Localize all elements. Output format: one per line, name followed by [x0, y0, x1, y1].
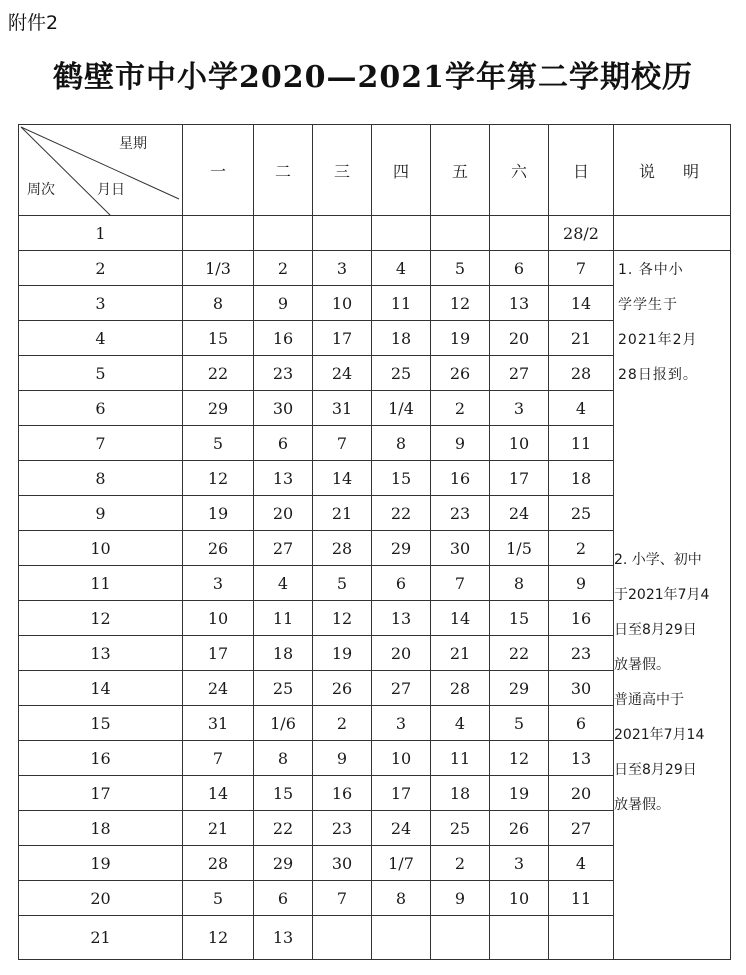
week-number: 16: [19, 741, 183, 776]
date-cell: 11: [372, 286, 431, 321]
date-cell: 24: [490, 496, 549, 531]
note-2: [614, 543, 709, 823]
day-header-mon: 一: [183, 125, 254, 216]
date-cell: 4: [549, 391, 614, 426]
note-1: [618, 253, 698, 393]
date-cell: 3: [183, 566, 254, 601]
corner-week-label: 周次: [27, 182, 55, 198]
date-cell: 6: [254, 426, 313, 461]
date-cell: 10: [490, 426, 549, 461]
date-cell: 5: [313, 566, 372, 601]
date-cell: 21: [549, 321, 614, 356]
date-cell: 4: [254, 566, 313, 601]
date-cell: 9: [254, 286, 313, 321]
attachment-label: 附件2: [8, 12, 59, 34]
date-cell: 18: [372, 321, 431, 356]
date-cell: 23: [431, 496, 490, 531]
date-cell: 30: [431, 531, 490, 566]
date-cell: 7: [431, 566, 490, 601]
date-cell: 13: [254, 461, 313, 496]
date-cell: 15: [254, 776, 313, 811]
date-cell: 13: [254, 916, 313, 960]
date-cell: 9: [549, 566, 614, 601]
day-header-thu: 四: [372, 125, 431, 216]
date-cell: 14: [431, 601, 490, 636]
date-cell: [490, 916, 549, 960]
date-cell: [431, 916, 490, 960]
date-cell: 17: [183, 636, 254, 671]
date-cell: 16: [254, 321, 313, 356]
date-cell: 11: [549, 881, 614, 916]
date-cell: 20: [490, 321, 549, 356]
date-cell: 30: [254, 391, 313, 426]
date-cell: 11: [549, 426, 614, 461]
date-cell: 4: [372, 251, 431, 286]
date-cell: 26: [313, 671, 372, 706]
date-cell: 7: [313, 881, 372, 916]
date-cell: 2: [549, 531, 614, 566]
date-cell: [431, 216, 490, 251]
date-cell: 29: [372, 531, 431, 566]
date-cell: 30: [549, 671, 614, 706]
date-cell: 1/5: [490, 531, 549, 566]
note-line: 日至8月29日: [614, 762, 697, 778]
corner-cell: [19, 125, 183, 216]
date-cell: 24: [313, 356, 372, 391]
date-cell: 18: [549, 461, 614, 496]
date-cell: 6: [254, 881, 313, 916]
date-cell: 25: [549, 496, 614, 531]
date-cell: 12: [183, 461, 254, 496]
date-cell: 28: [549, 356, 614, 391]
notes-header: 说 明: [614, 125, 731, 216]
week-number: 17: [19, 776, 183, 811]
date-cell: 4: [549, 846, 614, 881]
date-cell: 30: [313, 846, 372, 881]
date-cell: 1/7: [372, 846, 431, 881]
day-header-tue: 二: [254, 125, 313, 216]
page-title: 鹤壁市中小学2020—2021学年第二学期校历: [53, 60, 693, 95]
week-number: 1: [19, 216, 183, 251]
date-cell: 22: [372, 496, 431, 531]
date-cell: 14: [183, 776, 254, 811]
week-number: 11: [19, 566, 183, 601]
date-cell: 1/3: [183, 251, 254, 286]
date-cell: 15: [490, 601, 549, 636]
week-number: 19: [19, 846, 183, 881]
date-cell: 19: [183, 496, 254, 531]
date-cell: 2: [313, 706, 372, 741]
week-number: 9: [19, 496, 183, 531]
date-cell: 16: [431, 461, 490, 496]
date-cell: 17: [490, 461, 549, 496]
table-row: [19, 216, 731, 251]
day-header-wed: 三: [313, 125, 372, 216]
date-cell: 26: [183, 531, 254, 566]
date-cell: 28: [183, 846, 254, 881]
date-cell: 27: [549, 811, 614, 846]
week-number: 6: [19, 391, 183, 426]
date-cell: 8: [490, 566, 549, 601]
date-cell: 15: [372, 461, 431, 496]
date-cell: 7: [183, 741, 254, 776]
date-cell: 25: [372, 356, 431, 391]
header-row: [19, 125, 731, 216]
date-cell: 8: [372, 881, 431, 916]
date-cell: 21: [183, 811, 254, 846]
date-cell: 13: [372, 601, 431, 636]
date-cell: 19: [490, 776, 549, 811]
note-line: 28日报到。: [618, 367, 698, 383]
date-cell: 8: [183, 286, 254, 321]
date-cell: 2: [431, 391, 490, 426]
date-cell: 4: [431, 706, 490, 741]
date-cell: 12: [490, 741, 549, 776]
date-cell: 27: [490, 356, 549, 391]
note-line: 2021年7月14: [614, 727, 705, 743]
week-number: 4: [19, 321, 183, 356]
date-cell: 2: [254, 251, 313, 286]
week-number: 7: [19, 426, 183, 461]
date-cell: 17: [372, 776, 431, 811]
date-cell: 21: [313, 496, 372, 531]
date-cell: [313, 216, 372, 251]
date-cell: 3: [313, 251, 372, 286]
date-cell: 29: [183, 391, 254, 426]
corner-date-label: 月日: [97, 182, 125, 198]
date-cell: 28: [313, 531, 372, 566]
date-cell: 11: [431, 741, 490, 776]
date-cell: 23: [254, 356, 313, 391]
date-cell: 12: [313, 601, 372, 636]
week-number: 21: [19, 916, 183, 960]
date-cell: [549, 916, 614, 960]
corner-weekday-label: 星期: [119, 136, 147, 152]
note-line: 于2021年7月4: [614, 587, 710, 603]
date-cell: 7: [549, 251, 614, 286]
date-cell: [254, 216, 313, 251]
date-cell: [313, 916, 372, 960]
day-header-sat: 六: [490, 125, 549, 216]
note-line: 2. 小学、初中: [614, 552, 702, 568]
note-line: 放暑假。: [614, 797, 670, 813]
date-cell: 16: [313, 776, 372, 811]
date-cell: 20: [549, 776, 614, 811]
notes-cell: [614, 251, 731, 960]
note-line: 2021年2月: [618, 332, 698, 348]
date-cell: 9: [313, 741, 372, 776]
date-cell: 26: [490, 811, 549, 846]
date-cell: 25: [431, 811, 490, 846]
date-cell: 6: [549, 706, 614, 741]
day-header-sun: 日: [549, 125, 614, 216]
date-cell: 29: [254, 846, 313, 881]
date-cell: 22: [254, 811, 313, 846]
date-cell: 1/4: [372, 391, 431, 426]
week-number: 3: [19, 286, 183, 321]
date-cell: 15: [183, 321, 254, 356]
date-cell: 7: [313, 426, 372, 461]
week-number: 2: [19, 251, 183, 286]
date-cell: 26: [431, 356, 490, 391]
date-cell: 27: [254, 531, 313, 566]
date-cell: 28: [431, 671, 490, 706]
date-cell: 10: [490, 881, 549, 916]
week-number: 12: [19, 601, 183, 636]
date-cell: 21: [431, 636, 490, 671]
date-cell: 10: [372, 741, 431, 776]
note-line: 放暑假。: [614, 657, 670, 673]
date-cell: 3: [490, 846, 549, 881]
notes-cell-top: [614, 216, 731, 251]
date-cell: 23: [549, 636, 614, 671]
week-number: 18: [19, 811, 183, 846]
date-cell: 17: [313, 321, 372, 356]
week-number: 15: [19, 706, 183, 741]
date-cell: 23: [313, 811, 372, 846]
school-calendar-table: [18, 124, 731, 960]
week-number: 14: [19, 671, 183, 706]
date-cell: 20: [372, 636, 431, 671]
date-cell: 3: [372, 706, 431, 741]
date-cell: 27: [372, 671, 431, 706]
date-cell: 22: [183, 356, 254, 391]
note-line: 1. 各中小: [618, 262, 684, 278]
date-cell: 9: [431, 426, 490, 461]
date-cell: 10: [183, 601, 254, 636]
corner-diagonal-lines: [19, 125, 183, 216]
date-cell: 9: [431, 881, 490, 916]
note-line: 普通高中于: [614, 692, 684, 708]
date-cell: 10: [313, 286, 372, 321]
date-cell: 14: [549, 286, 614, 321]
date-cell: 19: [313, 636, 372, 671]
date-cell: 2: [431, 846, 490, 881]
date-cell: 16: [549, 601, 614, 636]
week-number: 8: [19, 461, 183, 496]
date-cell: 13: [490, 286, 549, 321]
date-cell: 12: [183, 916, 254, 960]
date-cell: [183, 216, 254, 251]
date-cell: 8: [372, 426, 431, 461]
date-cell: [372, 916, 431, 960]
week-number: 5: [19, 356, 183, 391]
date-cell: 13: [549, 741, 614, 776]
date-cell: 18: [431, 776, 490, 811]
date-cell: 5: [183, 881, 254, 916]
week-number: 10: [19, 531, 183, 566]
note-line: 日至8月29日: [614, 622, 697, 638]
date-cell: 5: [431, 251, 490, 286]
date-cell: 6: [372, 566, 431, 601]
date-cell: 14: [313, 461, 372, 496]
date-cell: 18: [254, 636, 313, 671]
week-number: 20: [19, 881, 183, 916]
date-cell: 31: [183, 706, 254, 741]
date-cell: 24: [372, 811, 431, 846]
date-cell: [490, 216, 549, 251]
date-cell: 31: [313, 391, 372, 426]
day-header-fri: 五: [431, 125, 490, 216]
week-number: 13: [19, 636, 183, 671]
date-cell: 12: [431, 286, 490, 321]
date-cell: 29: [490, 671, 549, 706]
date-cell: 20: [254, 496, 313, 531]
date-cell: 28/2: [549, 216, 614, 251]
date-cell: 11: [254, 601, 313, 636]
date-cell: 25: [254, 671, 313, 706]
date-cell: 8: [254, 741, 313, 776]
date-cell: 22: [490, 636, 549, 671]
date-cell: 5: [490, 706, 549, 741]
date-cell: 6: [490, 251, 549, 286]
note-line: 学学生于: [618, 297, 678, 313]
date-cell: 19: [431, 321, 490, 356]
date-cell: 3: [490, 391, 549, 426]
date-cell: 1/6: [254, 706, 313, 741]
date-cell: 5: [183, 426, 254, 461]
date-cell: [372, 216, 431, 251]
table-row: [19, 251, 731, 286]
date-cell: 24: [183, 671, 254, 706]
